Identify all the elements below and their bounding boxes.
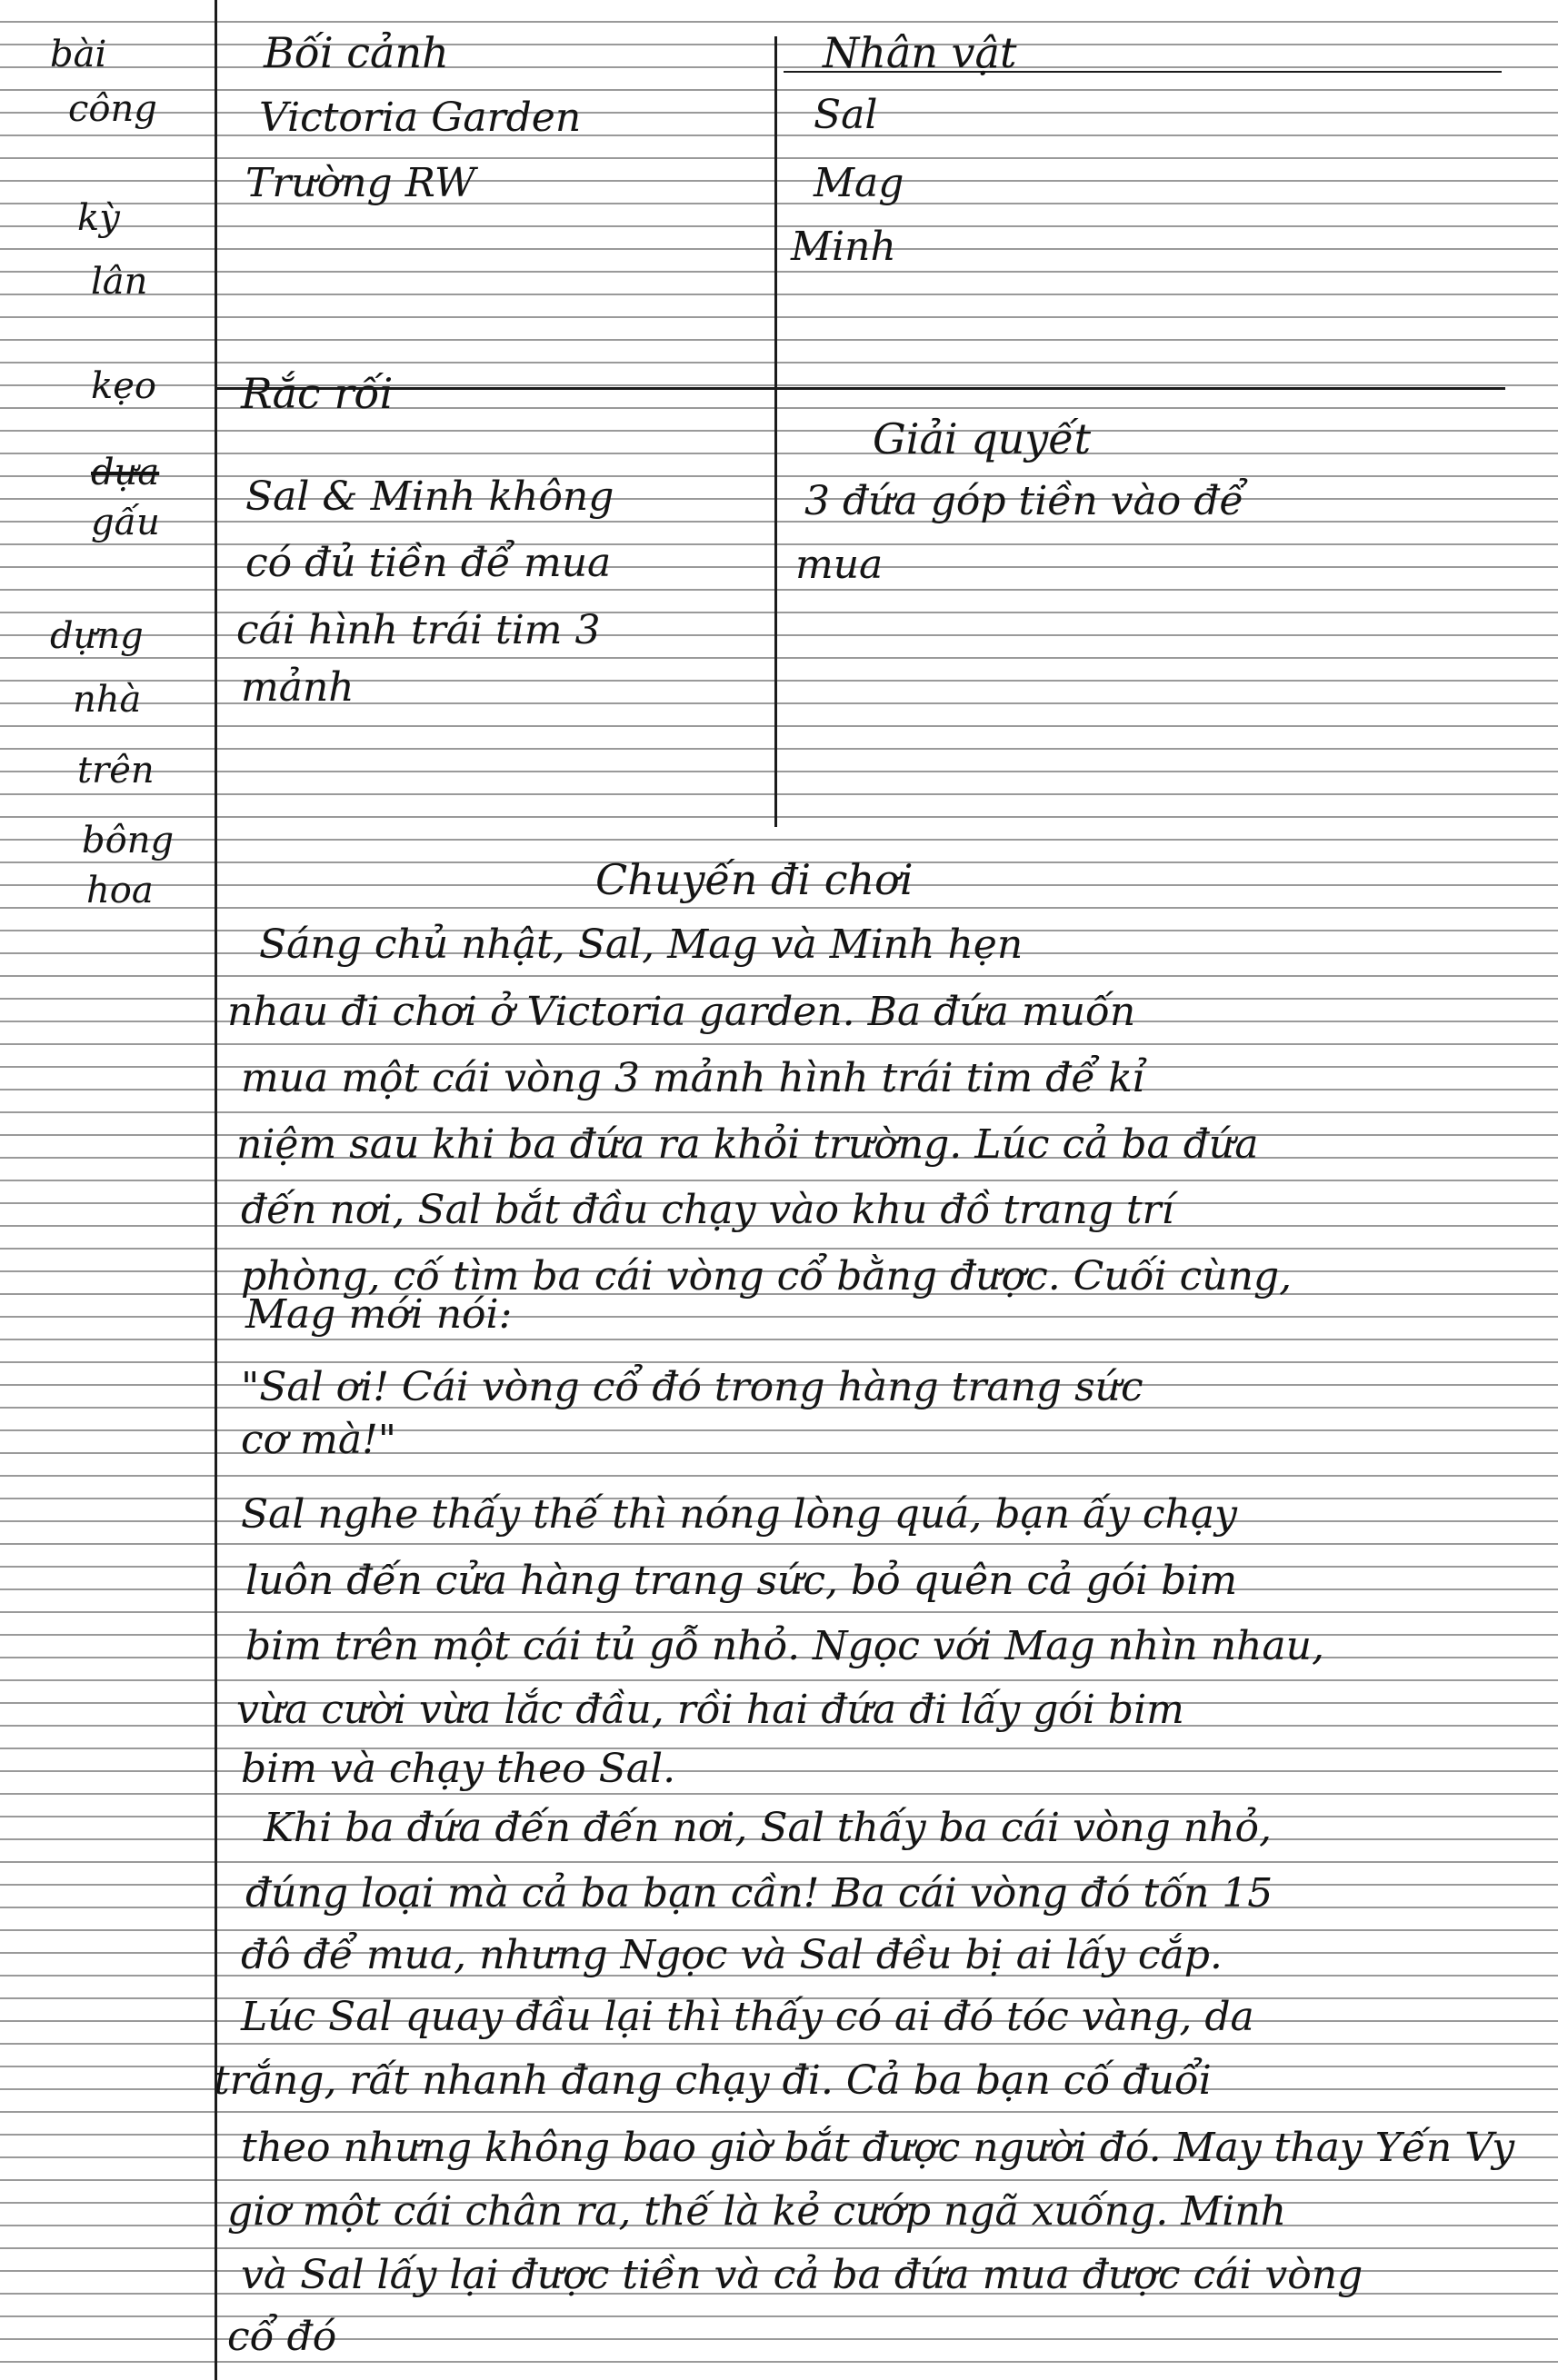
story-line: Mag mới nói: [245, 1291, 513, 1338]
solution-heading: Giải quyết [873, 414, 1092, 463]
story-line: Lúc Sal quay đầu lại thì thấy có ai đó tóc vàng, da [241, 1994, 1254, 2040]
story-line: vừa cười vừa lắc đầu, rồi hai đứa đi lấy gói bim [236, 1687, 1184, 1733]
story-line: bim trên một cái tủ gỗ nhỏ. Ngọc với Mag nhìn nhau, [245, 1623, 1324, 1669]
character-item: Minh [791, 224, 896, 270]
setting-item: Trường RW [245, 160, 476, 206]
story-line: đô để mua, nhưng Ngọc và Sal đều bị ai lấy cắp. [241, 1932, 1223, 1978]
margin-word: bài [50, 34, 107, 75]
story-line: theo nhưng không bao giờ bắt được người đó. May thay Yến Vy [241, 2125, 1515, 2171]
story-line: phòng, cố tìm ba cái vòng cổ bằng được. Cuối cùng, [241, 1253, 1293, 1300]
problem-line: Sal & Minh không [245, 473, 614, 520]
problem-line: có đủ tiền để mua [245, 540, 612, 586]
margin-word: kẹo [91, 365, 156, 407]
problem-line: cái hình trái tim 3 [236, 607, 601, 653]
margin-word: bông [82, 820, 175, 861]
story-line: nhau đi chơi ở Victoria garden. Ba đứa muốn [227, 989, 1136, 1035]
margin-word-crossed-out: dựa [91, 452, 160, 493]
solution-line: mua [795, 542, 884, 588]
story-line: Khi ba đứa đến đến nơi, Sal thấy ba cái vòng nhỏ, [264, 1805, 1272, 1851]
margin-line [215, 0, 217, 2380]
story-line: đến nơi, Sal bắt đầu chạy vào khu đồ trang trí [241, 1187, 1174, 1233]
character-item: Mag [814, 160, 904, 206]
story-line: bim và chạy theo Sal. [241, 1746, 676, 1792]
character-item: Sal [814, 92, 878, 138]
solution-line: 3 đứa góp tiền vào để [804, 478, 1244, 524]
story-title: Chuyến đi chơi [595, 855, 914, 904]
margin-word: trên [77, 750, 155, 792]
story-line: niệm sau khi ba đứa ra khỏi trường. Lúc cả ba đứa [236, 1121, 1259, 1168]
story-line: trắng, rất nhanh đang chạy đi. Cả ba bạn cố đuổi [214, 2057, 1212, 2104]
story-line: Sáng chủ nhật, Sal, Mag và Minh hẹn [259, 921, 1024, 968]
story-line: cơ mà!" [241, 1417, 396, 1463]
story-line: luôn đến cửa hàng trang sức, bỏ quên cả gói bim [245, 1558, 1238, 1604]
characters-heading: Nhân vật [823, 28, 1017, 77]
problem-line: mảnh [241, 664, 355, 711]
story-line: mua một cái vòng 3 mảnh hình trái tim để kỉ [241, 1055, 1146, 1101]
story-line: đúng loại mà cả ba bạn cần! Ba cái vòng đó tốn 15 [245, 1870, 1273, 1917]
table-middle-rule [215, 387, 1505, 390]
story-line: và Sal lấy lại được tiền và cả ba đứa mua được cái vòng [241, 2252, 1363, 2298]
story-line: giơ một cái chân ra, thế là kẻ cướp ngã xuống. Minh [227, 2188, 1287, 2235]
margin-word: hoa [86, 870, 154, 911]
column-divider [774, 36, 777, 827]
setting-item: Victoria Garden [259, 95, 582, 141]
problem-heading: Rắc rối [241, 369, 394, 418]
story-line: cổ đó [227, 2314, 337, 2360]
story-line: "Sal ơi! Cái vòng cổ đó trong hàng trang sức [241, 1364, 1144, 1410]
margin-word: kỳ [77, 197, 120, 239]
margin-word: dựng [50, 615, 144, 657]
margin-word: lân [91, 261, 148, 303]
margin-word: nhà [73, 679, 142, 721]
setting-heading: Bối cảnh [264, 28, 449, 77]
margin-word: công [68, 88, 157, 130]
story-line: Sal nghe thấy thế thì nóng lòng quá, bạn ấy chạy [241, 1491, 1237, 1538]
margin-word: gấu [91, 502, 160, 543]
